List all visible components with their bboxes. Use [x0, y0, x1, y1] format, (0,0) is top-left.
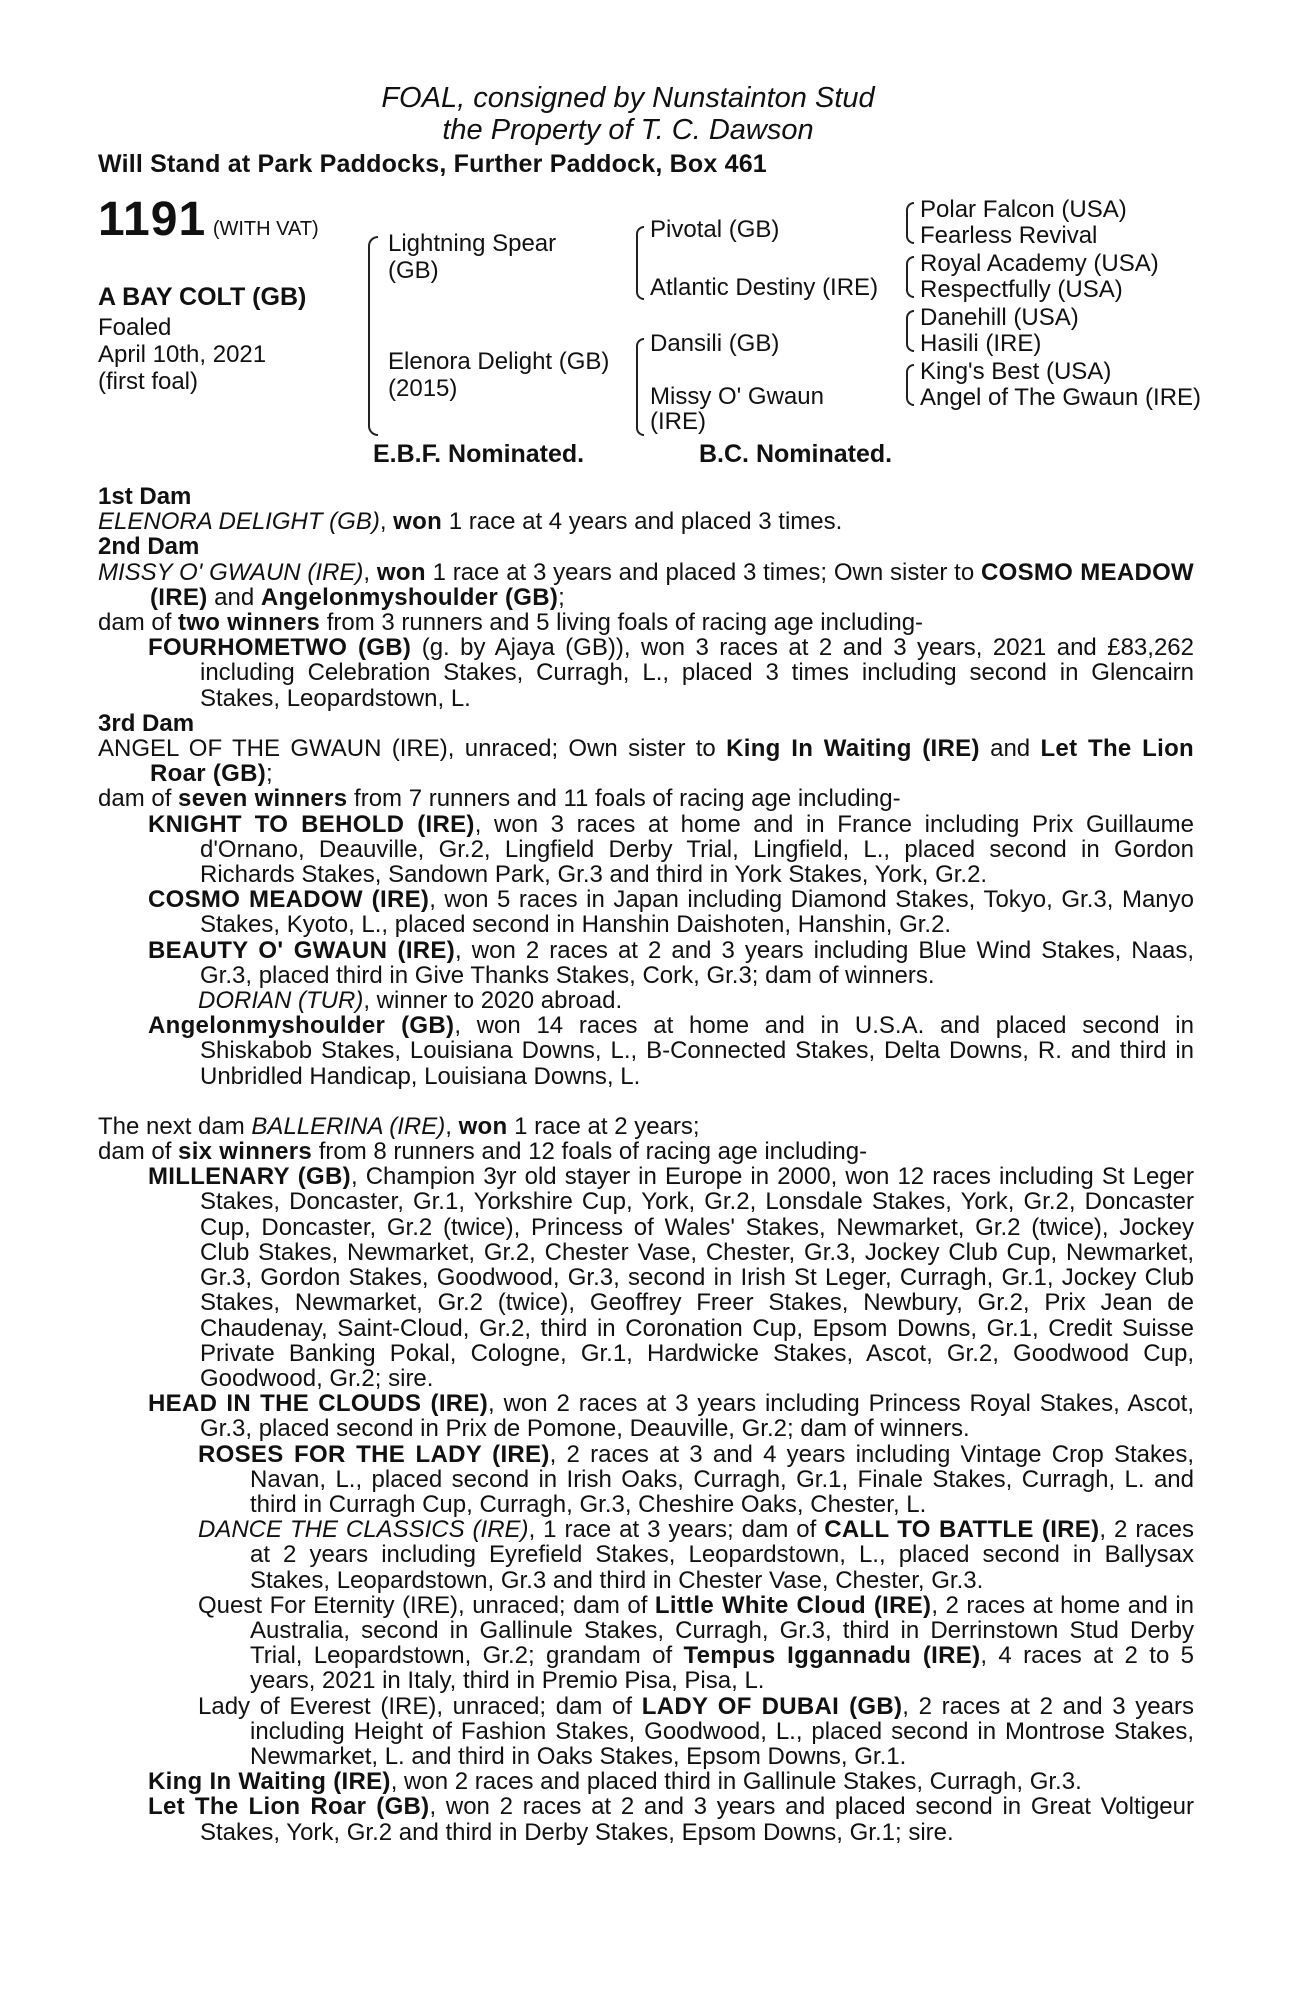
dam-brace [636, 338, 644, 436]
produce-entry [98, 1164, 1194, 1391]
dam-dam: Missy O' Gwaun [650, 383, 824, 410]
dam-dam-sire: King's Best (USA) [920, 358, 1112, 385]
produce-record: , won 2 races at 2 and 3 years including Blue Wind Stakes, Naas, Gr.3, placed third in Give Thanks Stakes, Cork, Gr.3; dam of winners. [200, 936, 1194, 989]
dam-of-text: dam of [98, 609, 172, 637]
pedigree-brace [368, 236, 378, 436]
fourth-dam-record: 1 race at 2 years; [514, 1112, 700, 1140]
runners-text: from 3 runners and 5 living foals of racing age including- [326, 609, 924, 637]
produce-name: Angelonmyshoulder (GB) [148, 1012, 455, 1040]
property-line: the Property of T. C. Dawson [442, 114, 814, 146]
pedigree-block [98, 193, 1202, 440]
sire-dam: Atlantic Destiny (IRE) [650, 274, 879, 301]
lot-title: A BAY COLT (GB) [98, 283, 307, 311]
semicolon: ; [266, 760, 273, 788]
produce-record: , won 2 races at 3 years including Princess Royal Stakes, Ascot, Gr.3, placed second in Prix de Pomone, Deauville, Gr.2; dam of winners. [200, 1390, 1195, 1443]
next-dam-intro: The next dam [98, 1112, 245, 1140]
sire-dam-dam: Respectfully (USA) [920, 276, 1123, 303]
great-grandproduce-record: , 2 races at 2 and 3 years including Height of Fashion Stakes, Goodwood, L., placed second in Montrose Stakes, Newmarket, L. and third in Oaks Stakes, Epsom Downs, Gr.1. [250, 1692, 1194, 1770]
grandproduce-record: , 2 races at 3 and 4 years including Vintage Crop Stakes, Navan, L., placed second in Irish Oaks, Curragh, Gr.1, Finale Stakes, Curragh, L. and third in Curragh Cup, Curragh, Gr.3, Cheshire Oaks, Chester, L. [250, 1440, 1195, 1518]
second-dam-sibling-2: Angelonmyshoulder (GB) [260, 583, 559, 611]
produce-record: , won 3 races at home and in France including Prix Guillaume d'Ornano, Deauville, Gr.2, Lingfield Derby Trial, Lingfield, L., placed second in Gordon Richards Stakes, Sandown Park, Gr.3 and third in York Stakes, York, Gr.2. [200, 810, 1194, 889]
first-dam-text: ELENORA DELIGHT (GB), won 1 race at 4 years and placed 3 times. [98, 508, 843, 536]
great-grandproduce-name: LADY OF DUBAI (GB) [641, 1692, 903, 1720]
winners-count: seven winners [178, 785, 348, 813]
produce-record: (g. by Ajaya (GB)), won 3 races at 2 and 3 years, 2021 and £83,262 including Celebration Stakes, Curragh, L., placed 3 times including second in Glencairn Stakes, Leopardstown, L. [200, 634, 1194, 712]
fourth-dam-text: The next dam BALLERINA (IRE), won 1 race at 2 years; [98, 1112, 700, 1140]
second-dam-sibling-1: COSMO MEADOW (IRE) [150, 558, 1195, 611]
fourth-dam-produce-summary [98, 1139, 1194, 1164]
produce-name: MILLENARY (GB) [148, 1163, 351, 1191]
foaled-label: Foaled [98, 314, 172, 341]
and-text: and [990, 735, 1031, 763]
sire-name: Lightning Spear [388, 230, 557, 257]
first-dam-won: won [393, 508, 443, 536]
gen3-brace-3 [906, 310, 914, 352]
produce-name: King In Waiting (IRE) [148, 1768, 391, 1796]
great-grandproduce-name: Little White Cloud (IRE) [654, 1591, 932, 1619]
grandproduce-record: , 1 race at 3 years; dam of [528, 1516, 817, 1544]
foaled-date: April 10th, 2021 [98, 341, 267, 368]
produce-name: HEAD IN THE CLOUDS (IRE) [148, 1390, 489, 1418]
second-dam-text: MISSY O' GWAUN (IRE), won 1 race at 3 years and placed 3 times; Own sister to COSMO MEADOW (IRE) and Angelonmyshoulder (GB); [98, 558, 1195, 611]
dam-dam-country: (IRE) [650, 408, 706, 435]
produce-name: BEAUTY O' GWAUN (IRE) [148, 936, 456, 964]
dam-name: Elenora Delight (GB) [388, 348, 610, 375]
lot-number-row [98, 193, 319, 246]
sire-dam-sire: Royal Academy (USA) [920, 250, 1159, 277]
produce-entry [98, 1794, 1194, 1844]
sire-sire-sire: Polar Falcon (USA) [920, 196, 1127, 223]
third-dam-name: ANGEL OF THE GWAUN (IRE), unraced; Own sister to [98, 735, 716, 763]
consignor-line: FOAL, consigned by Nunstainton Stud [381, 82, 875, 114]
grandproduce-name: ROSES FOR THE LADY (IRE) [198, 1440, 550, 1468]
grandproduce-name: DANCE THE CLASSICS (IRE) [198, 1516, 529, 1544]
second-dam-record: 1 race at 3 years and placed 3 times; Own sister to [432, 558, 975, 586]
sire-sire-dam: Fearless Revival [920, 222, 1098, 249]
winners-count: two winners [178, 609, 321, 637]
produce-entry [98, 887, 1194, 937]
grandproduce-entry [98, 1593, 1194, 1694]
grandproduce-name: DORIAN (TUR) [198, 987, 364, 1015]
third-dam-heading: 3rd Dam [98, 709, 195, 737]
gen3-brace-1 [906, 202, 914, 244]
first-dam-heading: 1st Dam [98, 483, 192, 510]
runners-text: from 7 runners and 11 foals of racing age including- [354, 785, 901, 813]
grandproduce-entry [98, 1694, 1194, 1770]
great-grandproduce-record: , 2 races at 2 years including Eyrefield Stakes, Leopardstown, L., placed second in Ballysax Stakes, Leopardstown, Gr.3 and third in Chester Vase, Chester, Gr.3. [250, 1516, 1195, 1594]
produce-entry [98, 938, 1194, 988]
catalogue-body [98, 484, 1194, 1845]
third-dam-sibling-2: Let The Lion Roar (GB) [150, 735, 1195, 788]
second-dam-produce-summary [98, 610, 1194, 635]
great-grandproduce-name: CALL TO BATTLE (IRE) [824, 1516, 1100, 1544]
produce-name: KNIGHT TO BEHOLD (IRE) [148, 810, 475, 838]
ebf-nominated: E.B.F. Nominated. [373, 440, 585, 468]
spacer [98, 1089, 1194, 1114]
runners-text: from 8 runners and 12 foals of racing age including- [318, 1138, 868, 1166]
catalogue-page [98, 82, 1202, 1846]
great-grandproduce-record: , 2 races at home and in Australia, second in Gallinule Stakes, Curragh, Gr.3, third in Derrinstown Stud Derby Trial, Leopardstown, Gr.2; grandam of [250, 1591, 1195, 1670]
dam-of-text: dam of [98, 1138, 172, 1166]
second-dam-won: won [376, 558, 426, 586]
produce-record: , won 2 races and placed third in Gallinule Stakes, Curragh, Gr.3. [390, 1768, 1082, 1796]
lot-number: 1191 [98, 193, 207, 246]
dam-of-text: dam of [98, 785, 172, 813]
great-great-grandproduce-name: Tempus Iggannadu (IRE) [683, 1642, 981, 1670]
produce-record: , won 2 races at 2 and 3 years and placed second in Great Voltigeur Stakes, York, Gr.2 and third in Derby Stakes, Epsom Downs, Gr.1; sire. [200, 1793, 1194, 1846]
produce-record: , Champion 3yr old stayer in Europe in 2000, won 12 races including St Leger Stakes, Doncaster, Gr.1, Yorkshire Cup, York, Gr.2, Lonsdale Stakes, York, Gr.2, Doncaster Cup, Doncaster, Gr.2 (twice), Princess of Wales' Stakes, Newmarket, Gr.2 (twice), Jockey Club Stakes, Newmarket, Gr.2, Chester Vase, Chester, Gr.3, Jockey Club Cup, Newmarket, Gr.3, Gordon Stakes, Goodwood, Gr.3, second in Irish St Leger, Curragh, Gr.1, Jockey Club Stakes, Newmarket, Gr.2 (twice), Geoffrey Freer Stakes, Newbury, Gr.2, Prix Jean de Chaudenay, Saint-Cloud, Gr.2, third in Coronation Cup, Epsom Downs, Gr.1, Credit Suisse Private Banking Pokal, Cologne, Gr.1, Hardwicke Stakes, Ascot, Gr.2, Goodwood Cup, Goodwood, Gr.2; sire. [200, 1163, 1194, 1392]
grandproduce-entry [98, 1442, 1194, 1518]
first-dam-record: 1 race at 4 years and placed 3 times. [448, 508, 843, 536]
produce-name: Let The Lion Roar (GB) [148, 1793, 430, 1821]
vat-note: (WITH VAT) [212, 218, 319, 240]
grandproduce-record: Lady of Everest (IRE), unraced; dam of [198, 1692, 633, 1720]
produce-entry [98, 1391, 1194, 1441]
dam-sire-sire: Danehill (USA) [920, 304, 1079, 331]
bc-nominated: B.C. Nominated. [699, 440, 893, 468]
semicolon: ; [558, 583, 565, 611]
third-dam-text [98, 736, 1194, 786]
gen3-brace-2 [906, 256, 914, 298]
grandproduce-record: , winner to 2020 abroad. [363, 987, 623, 1015]
grandproduce-entry [98, 1517, 1194, 1593]
consignor-header [338, 82, 918, 146]
dam-sire-dam: Hasili (IRE) [920, 330, 1042, 357]
great-great-grandproduce-record: , 4 races at 2 to 5 years, 2021 in Italy, third in Premio Pisa, Pisa, L. [250, 1642, 1195, 1695]
and-text: and [214, 583, 255, 611]
grandproduce-record: Quest For Eternity (IRE), unraced; dam of [198, 1591, 648, 1619]
produce-record: , won 14 races at home and in U.S.A. and placed second in Shiskabob Stakes, Louisiana Downs, L., B-Connected Stakes, Delta Downs, R. and third in Unbridled Handicap, Louisiana Downs, L. [200, 1012, 1194, 1090]
dam-dam-dam: Angel of The Gwaun (IRE) [920, 384, 1202, 411]
sire-sire: Pivotal (GB) [650, 216, 780, 243]
third-dam-produce-summary [98, 786, 1194, 811]
produce-entry [98, 635, 1194, 711]
produce-entry [98, 1013, 1194, 1089]
third-dam-sibling-1: King In Waiting (IRE) [726, 735, 980, 763]
foal-note: (first foal) [98, 368, 199, 395]
grandproduce-entry [98, 988, 1194, 1013]
dam-year: (2015) [388, 375, 458, 402]
sire-brace [636, 226, 644, 300]
fourth-dam-name: BALLERINA (IRE) [251, 1112, 446, 1140]
winners-count: six winners [178, 1138, 313, 1166]
produce-name: FOURHOMETWO (GB) [148, 634, 412, 662]
sire-country: (GB) [388, 257, 439, 284]
first-dam-name: ELENORA DELIGHT (GB) [98, 508, 380, 536]
dam-sire: Dansili (GB) [650, 330, 780, 357]
nominations [98, 440, 1194, 480]
fourth-dam-won: won [458, 1112, 508, 1140]
produce-name: COSMO MEADOW (IRE) [148, 886, 430, 914]
produce-entry [98, 1769, 1194, 1794]
second-dam-name: MISSY O' GWAUN (IRE) [98, 558, 364, 586]
gen3-brace-4 [906, 364, 914, 406]
produce-record: , won 5 races in Japan including Diamond Stakes, Tokyo, Gr.3, Manyo Stakes, Kyoto, L., placed second in Hanshin Daishoten, Hanshin, Gr.2. [200, 886, 1195, 939]
second-dam-heading: 2nd Dam [98, 533, 200, 561]
produce-entry [98, 812, 1194, 888]
stand-location: Will Stand at Park Paddocks, Further Paddock, Box 461 [98, 150, 767, 178]
